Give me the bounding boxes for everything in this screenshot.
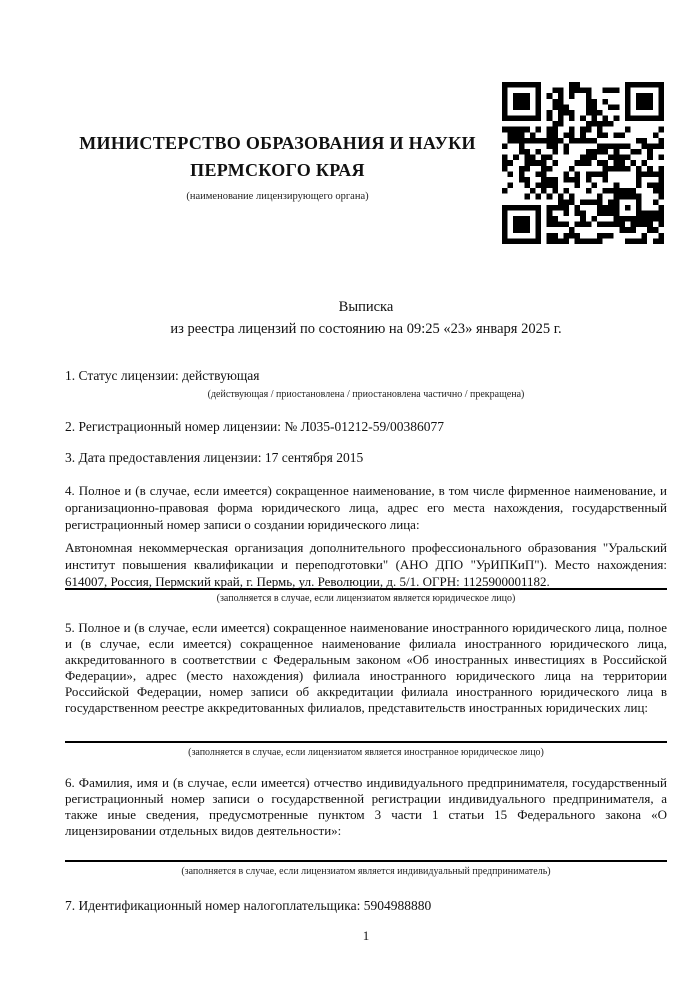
fill-line-individual-entrepreneur <box>65 860 667 862</box>
item-1-license-status: 1. Статус лицензии: действующая <box>65 368 260 383</box>
item-1-caption: (действующая / приостановлена / приостановлена частично / прекращена) <box>207 389 525 400</box>
item-5-foreign-entity <box>65 620 667 716</box>
item-3-license-date: 3. Дата предоставления лицензии: 17 сентября 2015 <box>65 450 364 465</box>
ministry-name-line2: ПЕРМСКОГО КРАЯ <box>190 160 365 180</box>
ministry-name-line1: МИНИСТЕРСТВО ОБРАЗОВАНИЯ И НАУКИ <box>79 133 476 153</box>
qr-code-image <box>502 82 664 244</box>
item-7-taxpayer-id: 7. Идентификационный номер налогоплательщика: 5904988880 <box>65 898 432 913</box>
fill-line-foreign-entity <box>65 741 667 743</box>
item-6-text: 6. Фамилия, имя и (в случае, если имеется) отчество индивидуального предпринимателя, государственный регистрационный номер записи о государственной регистрации индивидуального предпринимателя, а также иные сведения, предусмотренные пунктом 3 части 1 статьи 15 Федерального закона «О лицензировании отдельных видов деятельности»: <box>65 775 667 838</box>
item-5-caption: (заполняется в случае, если лицензиатом является иностранное юридическое лицо) <box>188 747 544 758</box>
document-title-line1: Выписка <box>338 299 394 315</box>
qr-code <box>502 82 664 244</box>
item-4-legal-entity <box>65 482 667 590</box>
licensing-authority-header <box>65 130 490 202</box>
item-5-text: 5. Полное и (в случае, если имеется) сокращенное наименование иностранного юридического лица, полное и (в случае, если имеется) сокращенное наименование филиала иностранного юридического лица, аккредитованного в соответствии с Федеральным законом «Об иностранных инвестициях в Российской Федерации», адрес (место нахождения) филиала иностранного юридического лица на территории Российской Федерации, номер записи об аккредитации филиала иностранного юридического лица в государственном реестре аккредитованных филиалов, представительств иностранных юридических лиц: <box>65 620 667 715</box>
item-6-caption: (заполняется в случае, если лицензиатом является индивидуальный предприниматель) <box>181 866 551 877</box>
item-4-caption: (заполняется в случае, если лицензиатом является юридическое лицо) <box>216 593 516 604</box>
item-4-value: Автономная некоммерческая организация дополнительного профессионального образования "Уральский институт повышения квалификации и переподготовки" (АНО ДПО "УрИПКиП"). Место нахождения: 614007, Россия, Пермский край, г. Пермь, ул. Революции, д. 5/1. ОГРН: 1125900001182. <box>65 540 667 589</box>
fill-line-legal-entity <box>65 588 667 590</box>
document-title <box>65 296 667 340</box>
document-title-line2: из реестра лицензий по состоянию на 09:25 «23» января 2025 г. <box>170 321 562 337</box>
item-2-registration-number: 2. Регистрационный номер лицензии: № Л035-01212-59/00386077 <box>65 419 445 434</box>
page-number: 1 <box>362 928 370 943</box>
item-6-individual-entrepreneur <box>65 775 667 839</box>
item-4-text: 4. Полное и (в случае, если имеется) сокращенное наименование, в том числе фирменное наименование, и организационно-правовая форма юридического лица, адрес его места нахождения, государственный регистрационный номер записи о создании юридического лица: <box>65 483 667 532</box>
ministry-caption: (наименование лицензирующего органа) <box>186 191 369 202</box>
